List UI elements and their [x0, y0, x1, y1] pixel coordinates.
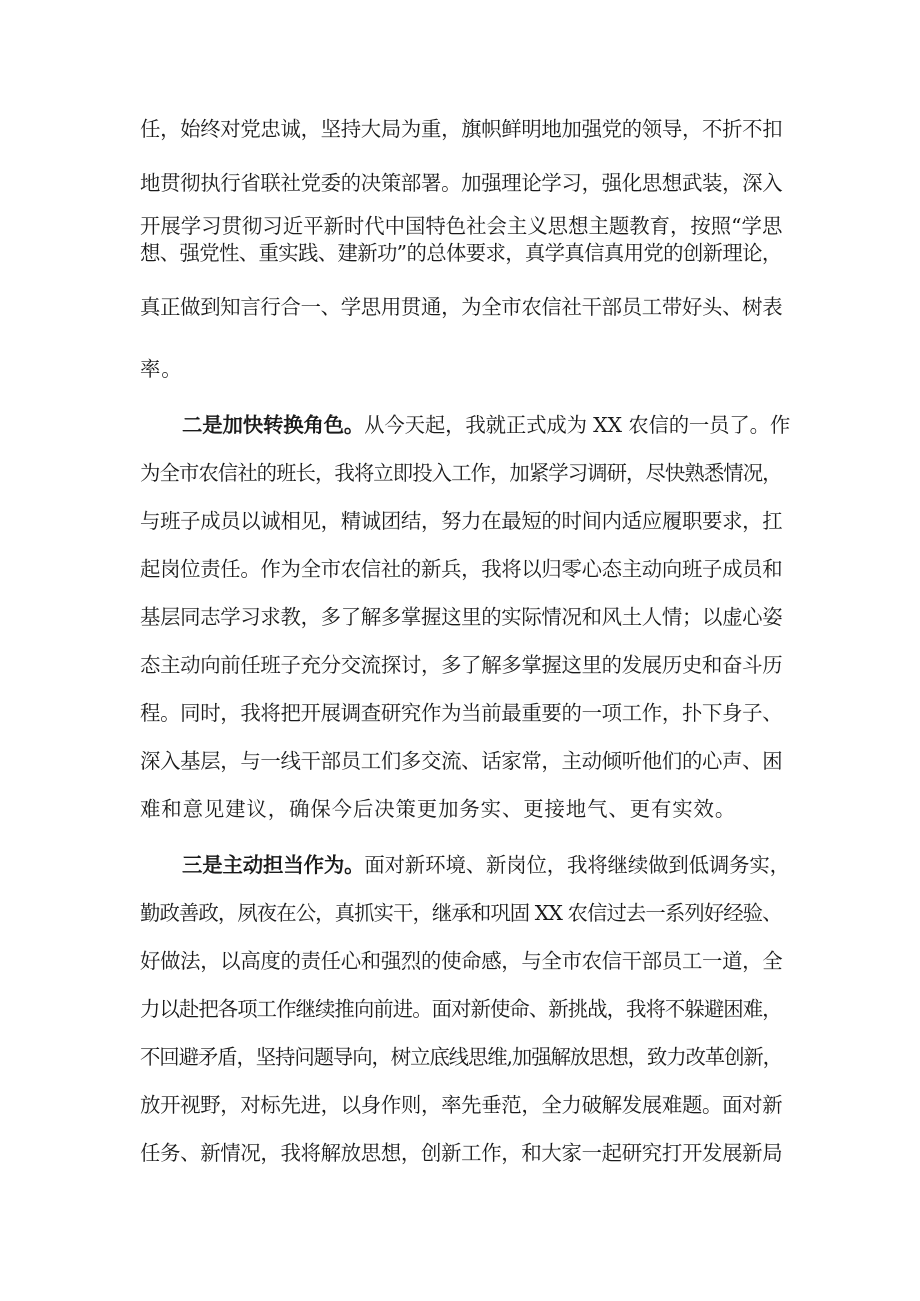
paragraph-line: 想、强党性、重实践、建新功”的总体要求，真学真信真用党的创新理论， [140, 241, 782, 265]
paragraph-line: 难和意见建议，确保今后决策更加务实、更接地气、更有实效。 [140, 797, 737, 821]
paragraph-line: 起岗位责任。作为全市农信社的新兵，我将以归零心态主动向班子成员和 [140, 557, 783, 581]
paragraph-line: 态主动向前任班子充分交流探讨，多了解多掌握这里的发展历史和奋斗历 [140, 653, 783, 677]
paragraph-line-text: 从今天起，我就正式成为 XX 农信的一员了。作 [364, 413, 791, 437]
paragraph-lead: 三是主动担当作为。 [182, 853, 365, 877]
paragraph-line: 勤政善政，夙夜在公，真抓实干，继承和巩固 XX 农信过去一系列好经验、 [140, 901, 782, 925]
paragraph-first-line [182, 410, 790, 440]
paragraph-line: 任务、新情况，我将解放思想，创新工作，和大家一起研究打开发展新局 [140, 1141, 783, 1165]
paragraph-line: 深入基层，与一线干部员工们多交流、话家常，主动倾听他们的心声、困 [140, 749, 783, 773]
paragraph-line: 地贯彻执行省联社党委的决策部署。加强理论学习，强化思想武装，深入 [140, 171, 783, 195]
paragraph-line: 放开视野，对标先进，以身作则，率先垂范，全力破解发展难题。面对新 [140, 1093, 783, 1117]
paragraph-line: 不回避矛盾，坚持问题导向，树立底线思维,加强解放思想，致力改革创新， [140, 1045, 782, 1069]
paragraph-line-text: 面对新环境、新岗位，我将继续做到低调务实， [364, 853, 790, 877]
paragraph-line: 开展学习贯彻习近平新时代中国特色社会主义思想主题教育，按照“学思 [140, 214, 783, 238]
paragraph-line: 程。同时，我将把开展调查研究作为当前最重要的一项工作，扑下身子、 [140, 701, 783, 725]
paragraph-first-line [182, 850, 790, 880]
paragraph-line: 好做法，以高度的责任心和强烈的使命感，与全市农信干部员工一道，全 [140, 949, 783, 973]
paragraph-line: 基层同志学习求教，多了解多掌握这里的实际情况和风土人情；以虚心姿 [140, 605, 783, 629]
paragraph-line: 真正做到知言行合一、学思用贯通，为全市农信社干部员工带好头、树表 [140, 295, 783, 319]
paragraph-line: 力以赴把各项工作继续推向前进。面对新使命、新挑战，我将不躲避困难， [140, 997, 782, 1021]
paragraph-line: 与班子成员以诚相见，精诚团结，努力在最短的时间内适应履职要求，扛 [140, 509, 783, 533]
paragraph-line: 率。 [140, 357, 183, 381]
paragraph-line: 任，始终对党忠诚，坚持大局为重，旗帜鲜明地加强党的领导，不折不扣 [140, 117, 783, 141]
paragraph-line: 为全市农信社的班长，我将立即投入工作，加紧学习调研，尽快熟悉情况， [140, 461, 782, 485]
paragraph-lead: 二是加快转换角色。 [182, 413, 365, 437]
